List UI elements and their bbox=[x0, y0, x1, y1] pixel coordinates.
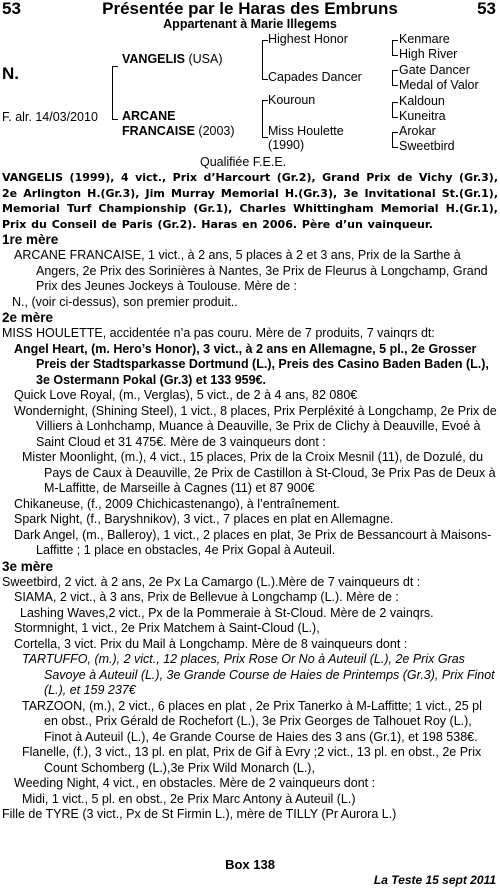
sire-dam-dam: Medal of Valor bbox=[399, 78, 479, 92]
section-second-dam bbox=[2, 310, 498, 326]
produce-line: Stormnight, 1 vict., 2e Prix Matchem à Saint-Cloud (L.), bbox=[14, 621, 320, 635]
dd-bracket bbox=[392, 132, 398, 148]
produce-line: Lashing Waves,2 vict., Px de la Pommeraie à St-Cloud. Mère de 2 vainqrs. bbox=[20, 605, 434, 620]
lot-number-left: 53 bbox=[2, 0, 21, 18]
family-note: Fille de TYRE (3 vict., Px de St Firmin L.), mère de TILLY (Pr Aurora L.) bbox=[2, 807, 397, 821]
section-first-dam bbox=[2, 232, 498, 248]
box-number: Box 138 bbox=[225, 857, 275, 872]
sire-name-row bbox=[122, 52, 223, 67]
produce-line: Midi, 1 vict., 5 pl. en obst., 2e Prix Marc Antony à Auteuil (L.) bbox=[22, 791, 356, 806]
foal-birth: F. alr. 14/03/2010 bbox=[2, 110, 98, 124]
section-third-dam bbox=[2, 559, 498, 575]
ss-bracket bbox=[392, 40, 398, 56]
produce-line: SIAMA, 2 vict., à 3 ans, Prix de Bellevue à Longchamp (L.). Mère de : bbox=[14, 590, 399, 604]
dam-dam-line2: (1990) bbox=[268, 138, 305, 152]
third-dam-record: Sweetbird, 2 vict. à 2 ans, 2e Px La Camargo (L.).Mère de 7 vainqueurs dt : bbox=[2, 574, 421, 589]
dam-sire-sire: Kaldoun bbox=[399, 94, 445, 108]
produce-line: Mister Moonlight, (m.), 4 vict., 15 places, Prix de la Croix Mesnil (11), de Dozulé, du Pays de Caux à Deauville, 2e Prix de Castillon à St-Cloud, 3e Prix Pas de Deux à M-Laffitte, de Marseille à Cagnes (11) et 87 900€ bbox=[22, 450, 496, 495]
produce-line: Wondernight, (Shining Steel), 1 vict., 8 places, Prix Perpléxité à Longchamp, 2e Prix de Villiers à Lonhchamp, Muance à Deauville, 3e Prix de Clichy à Deauville, Evoé à Saint Cloud et 31 475€. Mère de 3 vainqueurs dont : bbox=[14, 403, 497, 449]
ds-bracket bbox=[392, 102, 398, 118]
produce-line: Weeding Night, 4 vict., en obstacles. Mère de 2 vainqueurs dont : bbox=[14, 776, 376, 790]
section-label: 3e mère bbox=[2, 558, 54, 574]
dam-sire: Kouroun bbox=[268, 93, 316, 107]
sire-sire-sire: Kenmare bbox=[399, 32, 450, 46]
produce-line: Cortella, 3 vict. Prix du Mail à Longchamp. Mère de 8 vainqueurs dont : bbox=[14, 636, 408, 651]
second-dam-record: MISS HOULETTE, accidentée n’a pas couru. Mère de 7 produits, 7 vainqrs dt: bbox=[2, 326, 435, 340]
dam-sire-dam: Kuneitra bbox=[399, 109, 446, 123]
lot-number-right: 53 bbox=[477, 0, 496, 18]
produce-line: Angel Heart, (m. Hero’s Honor), 3 vict., à 2 ans en Allemagne, 5 pl., 2e Grosser Preis der Stadtsparkasse Dortmund (L.), Preis des Casino Baden Baden (L.), 3e Ostermann Pokal (Gr.3) et 133 959€. bbox=[14, 341, 489, 387]
sire-sire-dam: High River bbox=[399, 47, 458, 61]
dam-name-line1: ARCANE bbox=[122, 109, 176, 123]
qualification: Qualifiée F.E.E. bbox=[200, 155, 287, 169]
dam-record: ARCANE FRANCAISE, 1 vict., à 2 ans, 5 places à 2 et 3 ans, Prix de la Sarthe à Angers, 2e Prix des Sorinières à Nantes, 3e Prix de Fleurus à Longchamp, Grand Prix des Jeunes Jockeys à Toulouse. Mère de : bbox=[14, 248, 488, 293]
produce-line: TARTUFFO, (m.), 2 vict., 12 places, Prix Rose Or No à Auteuil (L.), 2e Prix Gras Savoye à Auteuil (L.), 3e Grande Course de Haies de Printemps (Gr.3), Prix Finot (L.), et 159 237€ bbox=[22, 652, 495, 697]
sale-date: La Teste 15 sept 2011 bbox=[373, 873, 496, 887]
section-label: 1re mère bbox=[2, 232, 59, 247]
sire-name: VANGELIS bbox=[122, 52, 185, 66]
produce-line: N., (voir ci-dessus), son premier produit.. bbox=[12, 294, 238, 309]
produce-line: Quick Love Royal, (m., Verglas), 5 vict., de 2 à 4 ans, 82 080€ bbox=[14, 388, 358, 402]
section-label: 2e mère bbox=[2, 310, 54, 325]
main-bracket bbox=[112, 66, 118, 120]
family-body bbox=[2, 232, 498, 823]
dam-dam-dam: Sweetbird bbox=[399, 139, 455, 153]
dam-dam-sire: Arokar bbox=[399, 124, 436, 138]
produce-line: Spark Night, (f., Baryshnikov), 3 vict., 7 places en plat en Allemagne. bbox=[14, 512, 394, 526]
owner-line: Appartenant à Marie Illegems bbox=[163, 17, 337, 31]
sire-record: VANGELIS (1999), 4 vict., Prix d’Harcourt (Gr.2), Grand Prix de Vichy (Gr.3), 2e Arlington H.(Gr.3), Jim Murray Memorial H.(Gr.3), 3e Invitational St.(Gr.1), Memorial Turf Championship (Gr.1), Charles Whittingham Memorial H.(Gr.1), Prix du Conseil de Paris (Gr.2). Haras en 2006. Père d’un vainqueur. bbox=[2, 171, 498, 231]
sire-country: (USA) bbox=[188, 52, 223, 66]
page-title: Présentée par le Haras des Embruns bbox=[102, 0, 398, 18]
dam-name-row2 bbox=[122, 124, 235, 139]
produce-line: Chikaneuse, (f., 2009 Chichicastenango), à l’entraînement. bbox=[14, 496, 340, 511]
produce-line: TARZOON, (m.), 2 vict., 6 places en plat , 2e Prix Tanerko à M-Laffitte; 1 vict., 25 pl en obst., Prix Gérald de Rochefort (L.), 3e Prix Georges de Talhouet Roy (L.), Finot à Auteuil (L.), 4e Grande Course de Haies des 3 ans (Gr.1), et 198 538€. bbox=[22, 698, 482, 744]
produce-line: Flanelle, (f.), 3 vict., 13 pl. en plat, Prix de Gif à Evry ;2 vict., 13 pl. en obst., 2e Prix Count Schomberg (L.),3e Prix Wild Monarch (L.), bbox=[22, 745, 482, 775]
sire-sire: Highest Honor bbox=[268, 32, 348, 46]
dam-year: (2003) bbox=[198, 124, 235, 138]
dam-dam-line1: Miss Houlette bbox=[268, 124, 344, 138]
foal-name: N. bbox=[2, 64, 19, 83]
sire-dam-sire: Gate Dancer bbox=[399, 63, 470, 77]
sire-dam: Capades Dancer bbox=[268, 70, 362, 84]
sd-bracket bbox=[392, 70, 398, 86]
dam-name-line2: FRANCAISE bbox=[122, 124, 195, 138]
produce-line: Dark Angel, (m., Balleroy), 1 vict., 2 places en plat, 3e Prix de Bessancourt à Maisons-Laffitte ; 1 place en obstacles, 4e Prix Gopal à Auteuil. bbox=[14, 527, 492, 557]
